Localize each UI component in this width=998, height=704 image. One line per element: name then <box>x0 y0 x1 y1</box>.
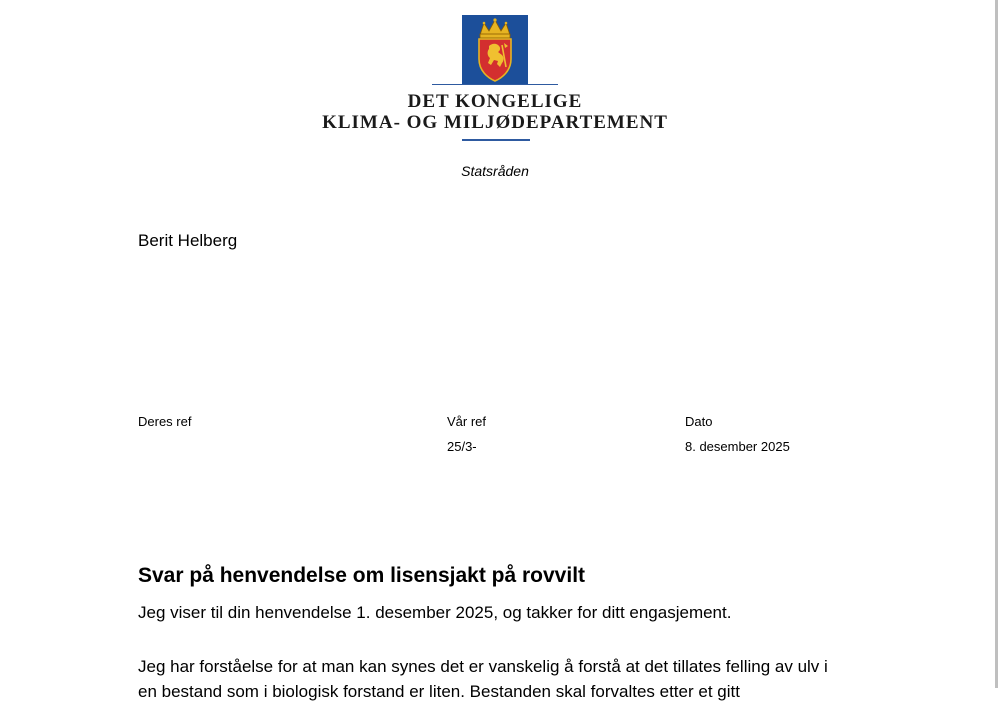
var-ref-value: 25/3- <box>447 439 477 454</box>
letter-subject: Svar på henvendelse om lisensjakt på rovvilt <box>138 564 586 587</box>
norwegian-coat-of-arms-icon <box>462 15 528 85</box>
var-ref-label: Vår ref <box>447 414 487 429</box>
department-name-line2: KLIMA- OG MILJØDEPARTEMENT <box>322 112 668 133</box>
department-name-line1: DET KONGELIGE <box>407 91 583 112</box>
date-label: Dato <box>685 414 713 429</box>
recipient-name: Berit Helberg <box>138 231 238 250</box>
letter-paragraph-2-line-1: Jeg har forståelse for at man kan synes det er vanskelig å forstå at det tillates felling av ulv i <box>138 657 828 676</box>
letter-paragraph-2-line-2: en bestand som i biologisk forstand er liten. Bestanden skal forvaltes etter et gitt <box>138 682 740 701</box>
letter-paragraph-2 <box>138 654 828 704</box>
coat-of-arms-logo <box>462 15 528 85</box>
letterhead-rule-top <box>432 84 558 85</box>
date-value: 8. desember 2025 <box>685 439 790 454</box>
office-title: Statsråden <box>461 163 529 179</box>
deres-ref-label: Deres ref <box>138 414 192 429</box>
letterhead-rule-bottom <box>462 139 530 141</box>
letter-paragraph-1: Jeg viser til din henvendelse 1. desember 2025, og takker for ditt engasjement. <box>138 603 732 622</box>
